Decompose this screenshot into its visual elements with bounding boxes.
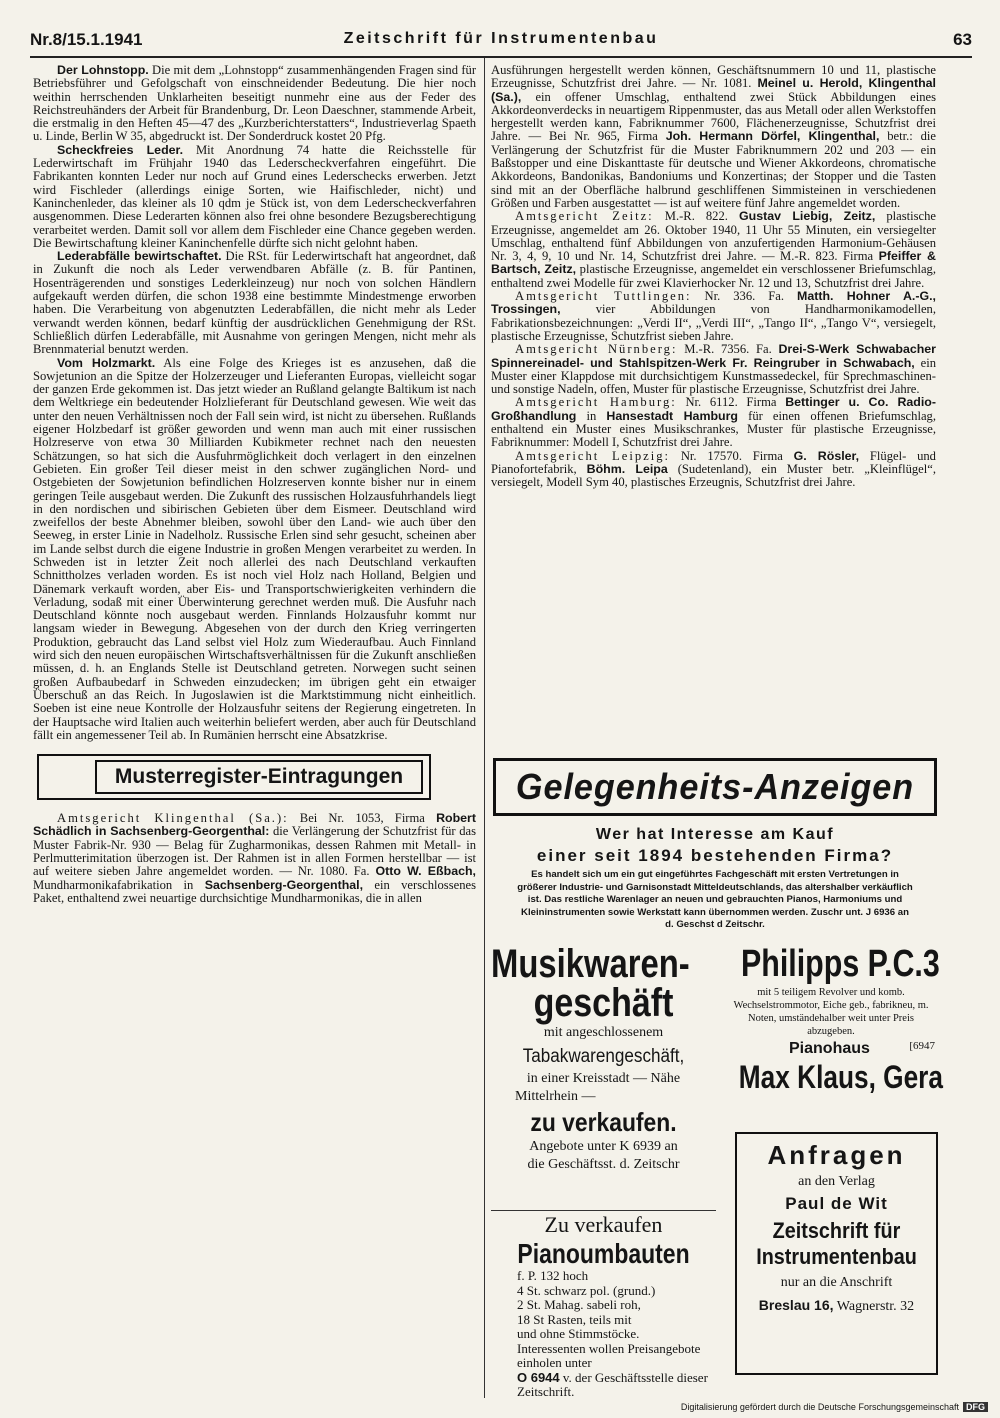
entry-nuernberg: Amtsgericht Nürnberg: M.-R. 7356. Fa. Drei-S-Werk Schwabacher Spinnereinadel- und Stahlspitzen-Werk Fr. Reingruber in Schwabach, ein Muster einer Klappdose mit durchsichtigem Kunstmassedeckel, für Sprechmaschinen- und sonstige Nadeln, offen, Muster für plastische Erzeugnisse, Schutzfrist drei Jahre. — [491, 342, 937, 397]
entry-hamburg: Amtsgericht Hamburg: Nr. 6112. Firma Bettinger u. Co. Radio-Großhandlung in Hansestadt Hamburg für einen offenen Briefumschlag, enthaltend ein Muster eines Musikschrankes, Muster für plastische Erzeugnisse, Fabriknummer: Modell I, Schutzfrist drei Jahre. — [491, 395, 936, 450]
page-number: 63 — [953, 30, 972, 49]
ad-philipps: Philipps P.C.3 mit 5 teiligem Revolver und komb. Wechselstrommotor, Eiche geb., fabrikneu, m. Noten, umständehalber weit unter Preis abzugeben. Pianohaus [6947 Max Klaus, Gera — [733, 943, 943, 1095]
issue-number: Nr.8/15.1.1941 — [30, 30, 143, 49]
entry-zeitz: Amtsgericht Zeitz: M.-R. 822. Gustav Liebig, Zeitz, plastische Erzeugnisse, angemeldet am 26. Oktober 1940, 11 Uhr 55 Minuten, ein versiegelter Umschlag, enthaltend fünf Abbildungen von anzufertigenden Harmonium-Gehäusen Nr. 3, 4, 9, 10 und Nr. 14, Schutzfrist drei Jahre. — M.-R. 823. Firma Pfeiffer & Bartsch, Zeitz, plastische Erzeugnisse, angemeldet ein verschlossener Briefumschlag, enthaltend zwei Modelle für zwei Klavierhocker Nr. 12 und 13, Schutzfrist drei Jahre. — [491, 209, 937, 290]
ad-company: Max Klaus, Gera — [738, 1059, 943, 1095]
article-scheckfreies-leder: Scheckfreies Leder. Mit Anordnung 74 hatte die Reichsstelle für Lederwirtschaft im Frühjahr 1940 das Lederscheckverfahren eingeführt. Die Fabrikanten konnten Leder nur noch auf Grund eines Lederschecks erwerben. Jetzt wird Fischleder (allerdings einige Sorten, wie Haifischleder, nicht) und Kaninchenleder, das kleiner als 10 qdm je Stück ist, von dem Lederscheckverfahren ausgenommen. Diese Lederarten können also frei ohne besondere Bezugsberechtigung verarbeitet werden. Damit soll vor allem dem Fischleder eine Chance gegeben werden. Die Bewirtschaftung kleiner Kaninchenfelle dürfte sich nicht gelohnt haben. — [33, 142, 476, 250]
left-column — [33, 64, 476, 905]
ad-musikwaren: Musikwaren- geschäft mit angeschlossenem Tabakwarengeschäft, in einer Kreisstadt — Nähe Mittelrhein — zu verkaufen. Angebote unter K 6939 an die Geschäftsst. d. Zeitschr — [491, 944, 716, 1206]
entry-tuttlingen: Amtsgericht Tuttlingen: Nr. 336. Fa. Matth. Hohner A.-G., Trossingen, vier Abbildungen von Handharmonikamodellen, Fabrikationsbezeichnungen: „Verdi II“, „Verdi III“, „Tango II“, „Tango V“, versiegelt, plastische Erzeugnisse, Schutzfrist sieben Jahre. — [491, 289, 936, 343]
ad-firma-verkauf — [493, 824, 937, 932]
ad-pianoumbauten: Zu verkaufen Pianoumbauten f. P. 132 hoch 4 St. schwarz pol. (grund.) 2 St. Mahag. sabeli roh, 18 St Rasten, teils mit und ohne Stimmstöcke. Interessenten wollen Preisangebote einholen unter O 6944 v. der Geschäftsstelle dieser Zeitschrift. — [491, 1210, 716, 1394]
header-rule — [30, 56, 972, 58]
digitization-footer: Digitalisierung gefördert durch die Deutsche Forschungsgemeinschaft DFG — [681, 1402, 988, 1412]
page-header — [30, 30, 972, 52]
ad-headline-2: einer seit 1894 bestehenden Firma? — [536, 846, 894, 865]
right-column — [491, 64, 936, 490]
ad-title: Anfragen — [767, 1140, 906, 1170]
advertisements — [491, 758, 943, 1399]
section-box — [37, 754, 431, 800]
ad-body: Es handelt sich um ein gut eingeführtes Fachgeschäft mit ersten Vertretungen in größerer Industrie- und Garnisonstadt Mitteldeutschlands, das altershalber verkäuflich ist. Das restliche Warenlager an neuen und gebrauchten Pianos, Harmoniums und Kleininstrumenten sowie Werkstatt kann übernommen werden. Zuschr unt. J 6936 an d. Geschst d Zeitschr. — [517, 869, 913, 931]
ad-title-2: geschäft — [533, 981, 674, 1025]
ad-anfragen: Anfragen an den Verlag Paul de Wit Zeitschrift für Instrumentenbau nur an die Anschrift Breslau 16, Wagnerstr. 32 — [735, 1132, 938, 1375]
article-lederabfaelle: Lederabfälle bewirtschaftet. Die RSt. für Lederwirtschaft hat angeordnet, daß in Zukunft die noch als Leder verwendbaren Abfälle (z. B. für Pantinen, Hosenträgerenden und sonstiges Lederkleinzeug) nur noch von solchen Händlern aufgekauft werden dürfen, die schon 1938 eine bestimmte Mindestmenge erworben haben. Die Verarbeitung von abgenutzten Lederabfällen, die nicht mehr als Leder verwandt werden können, bedarf künftig der ausdrücklichen Genehmigung der RSt. Schließlich dürfen Lederabfälle, mit Ausnahme von geringen Mengen, nicht mehr als Brennmaterial benutzt werden. — [33, 249, 476, 357]
heading: Der Lohnstopp. — [57, 63, 149, 77]
entry-leipzig: Amtsgericht Leipzig: Nr. 17570. Firma G. Rösler, Flügel- und Pianofortefabrik, Böhm. Leipa (Sudetenland), ein Muster betr. „Kleinflügel“, versiegelt, Modell Sym 40, plastisches Erzeugnis, Schutzfrist drei Jahre. — [491, 448, 936, 490]
heading: Scheckfreies Leder. — [57, 142, 184, 157]
column-divider — [484, 58, 485, 1398]
ad-title-1: Musikwaren- — [491, 942, 690, 986]
ad-headline-1: Wer hat Interesse am Kauf — [595, 826, 835, 843]
ad-title: Pianoumbauten — [517, 1238, 690, 1269]
entry-klingenthal: Amtsgericht Klingenthal (Sa.): Bei Nr. 1053, Firma Robert Schädlich in Sachsenberg-Georgenthal: die Verlängerung der Schutzfrist für das Muster Fabrik-Nr. 930 — Belag für Zugharmonikas, dessen Rahmen mit Metall- in Perlmutterimitation überzogen ist. Der Rahmen ist in allen Formen herstellbar — ist auf weitere sieben Jahre angemeldet worden. — Nr. 1080. Fa. Otto W. Eßbach, Mundharmonikafabrikation in Sachsenberg-Georgenthal, ein verschlossenes Paket, enthaltend zwei neuartige durchsichtige Mundharmonikas, die in allen — [33, 811, 476, 905]
article-lohnstopp: Der Lohnstopp. Die mit dem „Lohnstopp“ zusammenhängenden Fragen sind für Betriebsführer und Gefolgschaft von einschneidender Bedeutung. Die hier noch weithin herrschenden Unklarheiten beseitigt nunmehr eine aus der Feder des Reichstreuhänders der Arbeit für Brandenburg, Dr. Leon Daeschner, stammende Arbeit, die erstmalig in den Heften 45—47 des „Kurzberichterstatters“, Industrieverlag Spaeth u. Linde, Berlin W 35, abgedruckt ist. Der Sonderdruck kostet 20 Pfg. — [33, 63, 477, 144]
heading: Lederabfälle bewirtschaftet. — [57, 249, 222, 264]
ad-title: Philipps P.C.3 — [741, 943, 940, 985]
dfg-logo: DFG — [963, 1402, 988, 1412]
ads-banner-title: Gelegenheits-Anzeigen — [515, 766, 915, 807]
article-holzmarkt: Vom Holzmarkt. Als eine Folge des Krieges ist es anzusehen, daß die Sowjetunion an die Spitze der Holzerzeuger und Lieferanten Europas, vielleicht sogar der ganzen Erde gekommen ist. Das jetzt wieder an Rußland gelangte Baltikum ist nach dem Weltkriege ein bedeutender Holzlieferant für Deutschland gewesen. Wie weit das unter den neuen Verhältnissen noch der Fall sein wird, ist nicht zu übersehen. Rußlands eigener Holzbedarf ist größer geworden und wenn man auch mit einer russischen Holzreserve von etwa 30 Milliarden Kubikmeter rechnet nach den neuesten Schätzungen, so hat sich die Ausfuhrmöglichkeit doch verlagert in den einzelnen Gebieten. Ein großer Teil dieser meist in den schwer zugänglichen Nord- und Ostgebieten der Sowjetunion befindlichen Holzreserven konnte bisher nur in einem geringen Teile ausgebaut werden. Die Zukunft des russischen Holzausfuhrhandels liegt in den nordischen und sibirischen Gebieten über dem Eismeer. Deutschland wird zweifellos der beste Abnehmer bleiben, sowohl über den Land- wie auch über den Seeweg, in erster Linie in Nadelholz. Russische Erlen sind sehr gesucht, scheinen aber im Lande selbst durch die eigene Industrie in großen Mengen verarbeitet zu werden. In Schweden ist in letzter Zeit noch allerlei des nach Deutschland verkauften Schnittholzes verladen worden. Es ist noch viel Holz nach Holland, Belgien und Dänemark verkauft worden, aber Eis- und Transportschwierigkeiten verhindern die Verladung, sodaß mit einer Überwinterung gerechnet werden muß. Die Ausfuhr nach Deutschland könnte noch ausgebaut werden. Finnlands Holzausfuhr kommt nur langsam wieder in Bewegung. Abgesehen von der durch den Krieg verringerten Produktion, gebraucht das Land selbst viel Holz zum Wiederaufbau. Auch Finnland wird sich den neuen europäischen Wirtschaftsverhältnissen für die Zukunft anschließen müssen, d. h. an Englands Stelle ist Deutschland getreten. Norwegen sucht seinen großen Aufbaubedarf in Schweden einzudecken; im übrigen geht ein etwaiger Überschuß an das Reich. In Jugoslawien ist die Marktstimmung nicht einheitlich. Soeben ist eine neue Kontrolle der Holzausfuhr seitens der Regierung eingetreten. In der Hauptsache wird Italien auch weiterhin beliefert werden, aber auch für Deutschland fällt ein angemessener Teil ab. In Rumänien herrscht eine Absatzkrise. — [33, 355, 476, 742]
heading: Vom Holzmarkt. — [57, 355, 156, 370]
section-title: Musterregister-Eintragungen — [95, 760, 423, 794]
entry-continuation: Ausführungen hergestellt werden können, Geschäftsnummern 10 und 11, plastische Erzeugnisse, Schutzfrist drei Jahre. — Nr. 1081. Meinel u. Herold, Klingenthal (Sa.), ein offener Umschlag, enthaltend zwei Stück Abbildungen eines Akkordeonverdecks in neuartigem Rippenmuster, das aus Metall oder allen Werkstoffen hergestellt werden kann, Fabriknummer 7600, Flächenerzeugnisse, Schutzfrist drei Jahre. — Bei Nr. 965, Firma Joh. Hermann Dörfel, Klingenthal, betr.: die Verlängerung der Schutzfrist für die Muster Fabriknummern 202 und 203 — ein Baßstopper und eine Diskanttaste für deutsche und Wiener Akkordeons, chromatische Akkordeons, Bandonikas, Bandoniums und Konzertinas; der Stopper und die Tasten sind mit an der Oberfläche halbrund geschliffenen Simmisteinen in verschiedenen Größen und Farben ausgestattet — ist auf weitere fünf Jahre angemeldet worden. — [491, 63, 937, 210]
ads-banner — [493, 758, 937, 816]
journal-title: Zeitschrift für Instrumentenbau — [343, 30, 659, 47]
